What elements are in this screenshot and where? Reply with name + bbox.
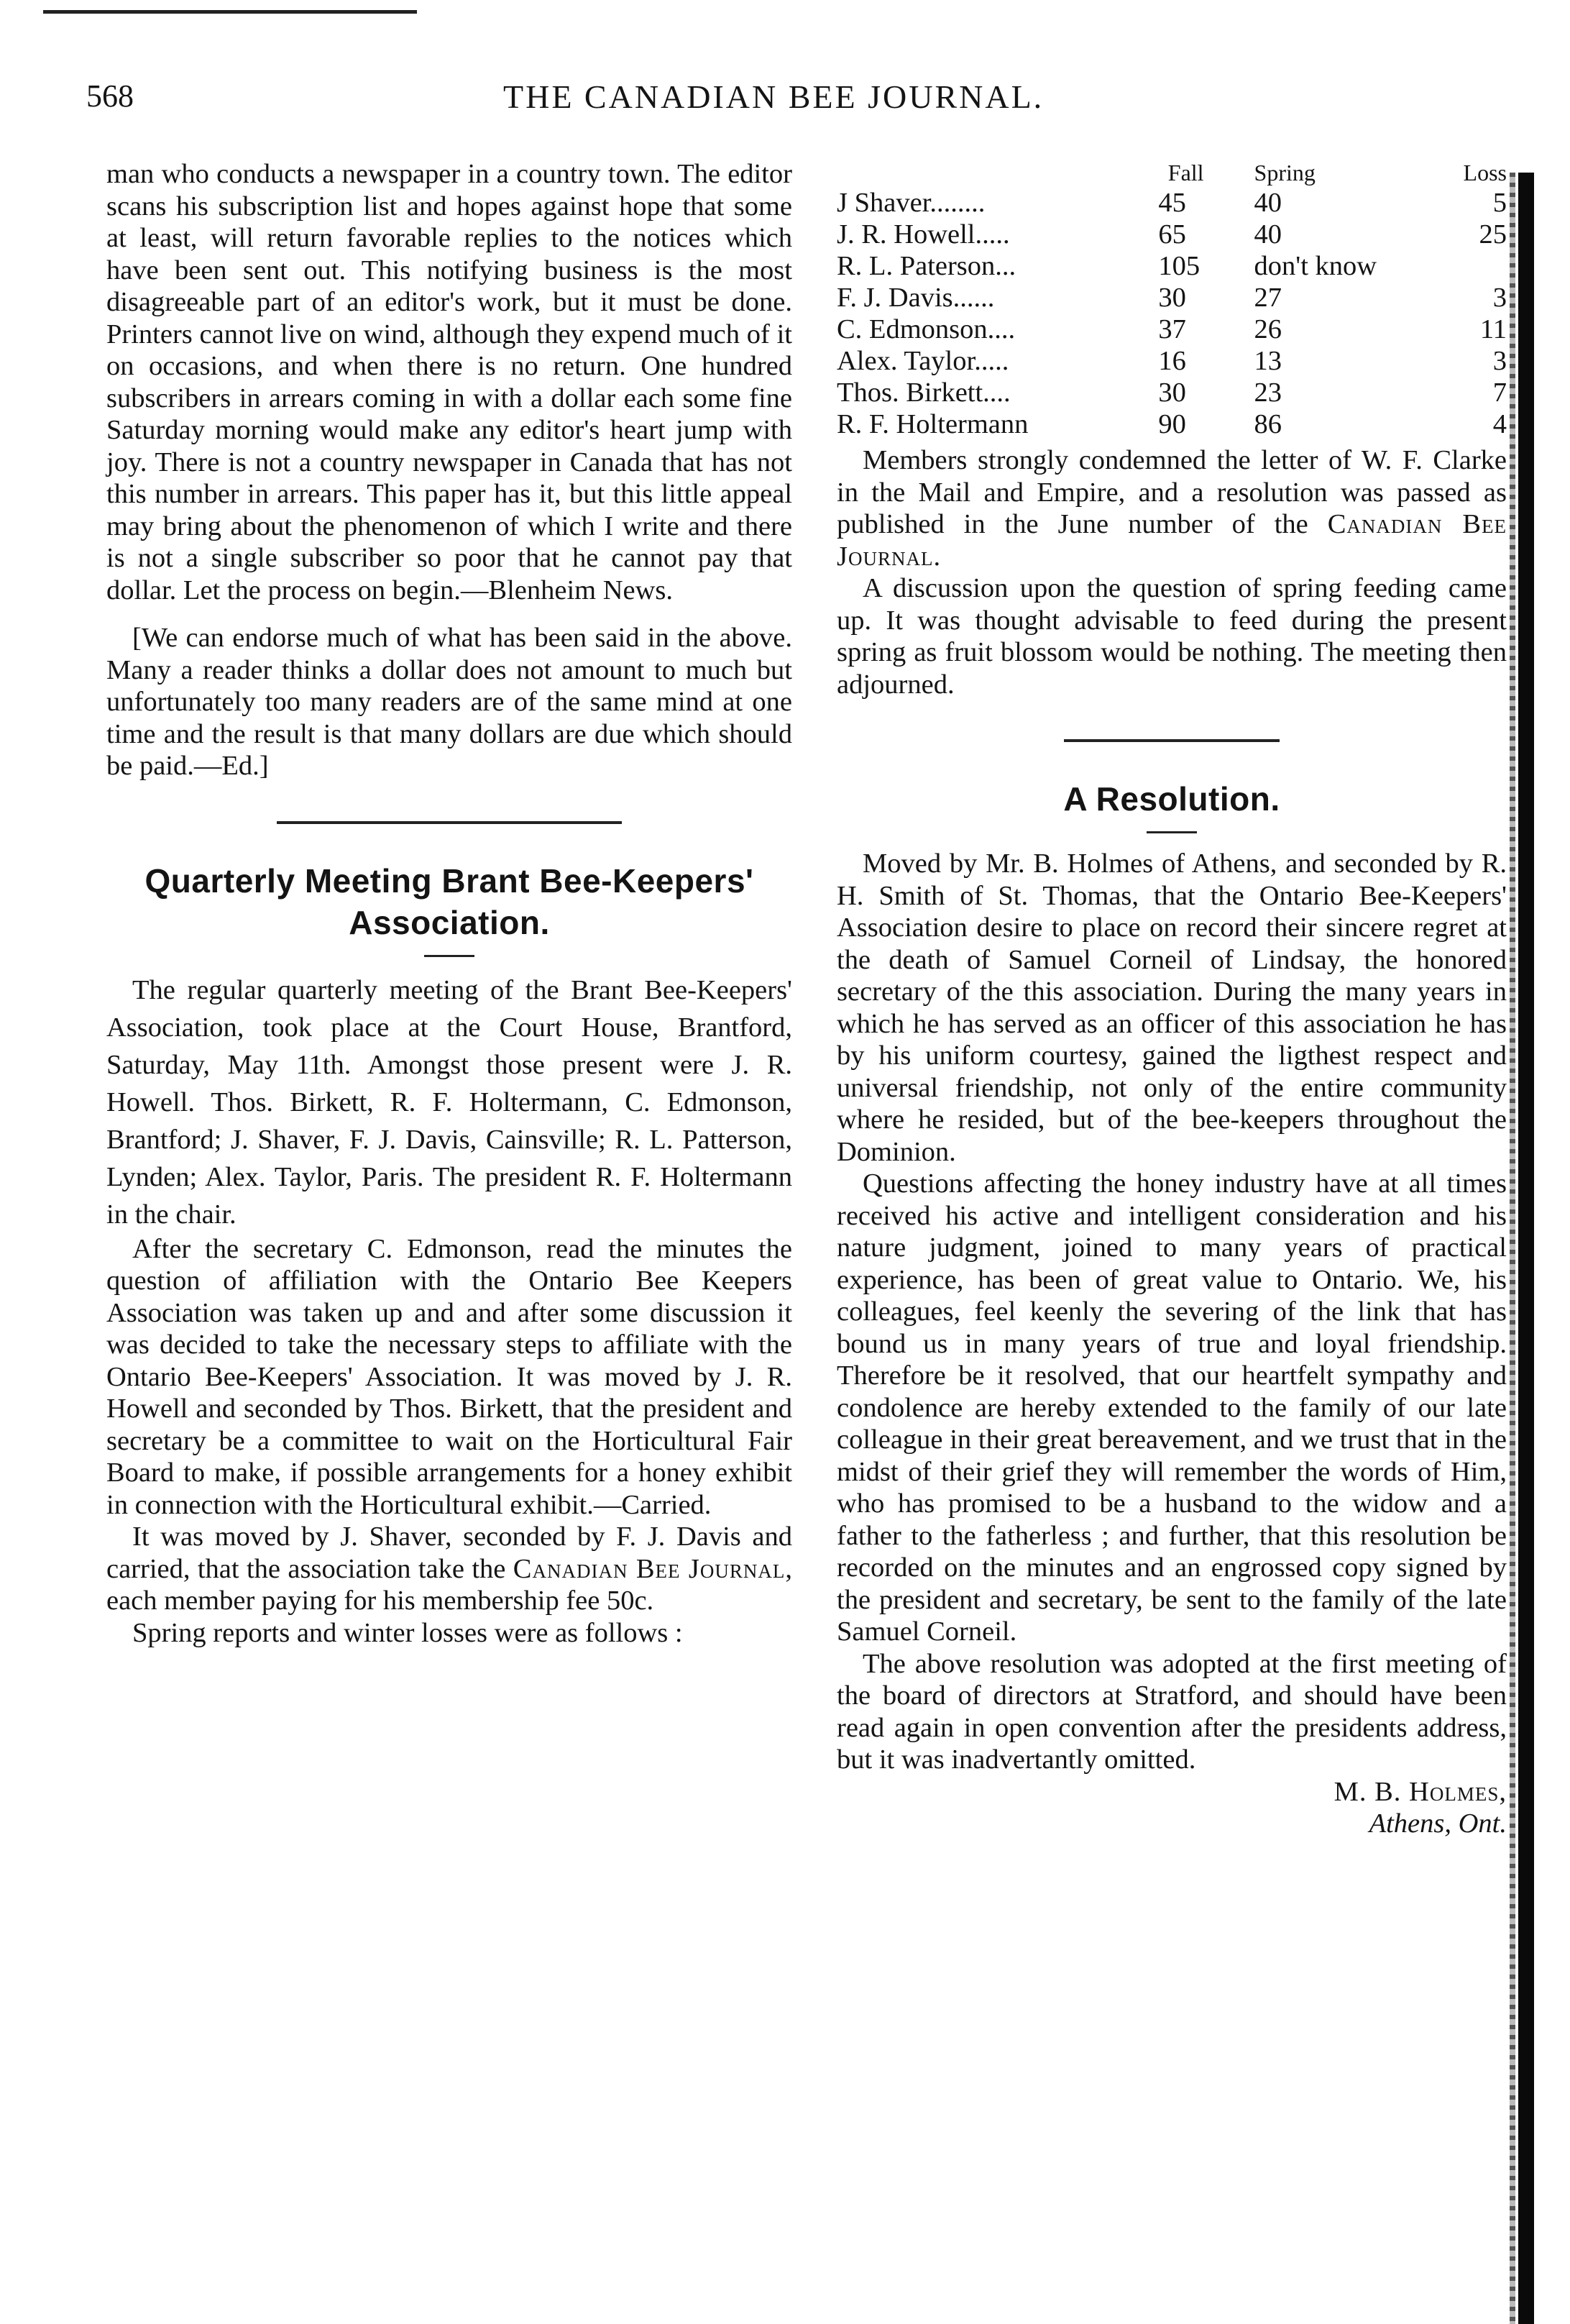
- row-name: Alex. Taylor.....: [837, 346, 1009, 376]
- journal-name: Canadian Bee Journal: [513, 1553, 786, 1584]
- motion-text: It was moved by J. Shaver, seconded by F. J. Davis and carried, that the association take the: [106, 1522, 792, 1584]
- fall-count: 30: [1158, 283, 1186, 313]
- table-body: [837, 187, 1507, 440]
- signature-name: M. B. Holmes,: [1333, 1776, 1507, 1807]
- table-row: [837, 314, 1507, 345]
- loss-count: 11: [1479, 314, 1507, 344]
- section-divider: [277, 821, 622, 824]
- table-row: [837, 282, 1507, 314]
- table-header-row: [837, 158, 1507, 187]
- article-paragraph: The regular quarterly meeting of the Brant Bee-Keepers' Association, took place at the Court House, Brantford, Saturday, May 11th. Amongst those present were J. R. Howell. Thos. Birkett, R. F. Holtermann, C. Edmonson, Brantford; J. Shaver, F. J. Davis, Cainsville; R. L. Patterson, Lynden; Alex. Taylor, Paris. The president R. F. Holtermann in the chair.: [106, 974, 792, 1230]
- article-title: Quarterly Meeting Brant Bee-Keepers' Association.: [144, 861, 754, 941]
- table-row: [837, 187, 1507, 219]
- table-row: [837, 408, 1507, 440]
- losses-table: [837, 158, 1507, 440]
- intro-paragraph: man who conducts a newspaper in a country town. The editor scans his subscription list and hopes against hope that some at least, will return favorable replies to the notices which have been sent out. This notifying business is the most disagreeable part of an editor's work, but it must be done. Printers cannot live on wind, although they expend much of it on occasions, and when there is no return. One hundred subscribers in arrears coming in with a dollar each some fine Saturday morning would make any editor's heart jump with joy. There is not a country newspaper in Canada that has not this number in arrears. This paper has it, but this little appeal may bring about the phenomenon of which I write and there is not a single subscriber so poor that he cannot pay that dollar. Let the process on begin.—Blenheim News.: [106, 159, 792, 605]
- paragraph-text: Members strongly condemned the letter of W. F. Clarke in the Mail and Empire, and a resolution was passed as published in the June number of the: [837, 445, 1507, 539]
- resolution-paragraph: Moved by Mr. B. Holmes of Athens, and seconded by R. H. Smith of St. Thomas, that the Ontario Bee-Keepers' Association desire to place on record their sincere regret at the death of Samuel Corneil of Lindsay, the honored secretary of the this association. During the many years in which he has served as an officer of this association he has by his uniform courtesy, gained the ligthest respect and universal friendship, not only of the entire community where he resided, but of the bee-keepers throughout the Dominion.: [837, 848, 1507, 1167]
- loss-count: 5: [1492, 188, 1507, 218]
- journal-title: THE CANADIAN BEE JOURNAL.: [503, 78, 1045, 115]
- row-name: Thos. Birkett....: [837, 378, 1011, 408]
- table-row: [837, 219, 1507, 250]
- title-rule: [424, 955, 474, 957]
- fall-count: 45: [1158, 188, 1186, 218]
- loss-count: 3: [1492, 283, 1507, 313]
- resolution-paragraph: The above resolution was adopted at the first meeting of the board of directors at Stratford, and should have been read again in open convention after the presidents address, but it was inadvertantly omitted.: [837, 1648, 1507, 1775]
- table-row: [837, 345, 1507, 377]
- motion-paragraph: [106, 1521, 792, 1617]
- loss-count: [1426, 250, 1507, 282]
- row-name: J Shaver........: [837, 188, 986, 218]
- fall-count: 65: [1158, 219, 1186, 250]
- right-column: [837, 158, 1507, 1840]
- spring-count: 40: [1254, 219, 1282, 250]
- fall-count: 105: [1158, 251, 1201, 281]
- top-rule: [43, 10, 417, 14]
- row-name: R. L. Paterson...: [837, 251, 1016, 281]
- page-header: [86, 78, 1150, 121]
- resolution-paragraph: Questions affecting the honey industry have at all times received his active and intelligent consideration and his nature judgment, joined to many years of practical experience, has been of great value to Ontario. We, his colleagues, feel keenly the severing of the link that has bound us in many years of true and loyal friendship. Therefore be it resolved, that our heartfelt sympathy and condolence are hereby extended to the family of our late colleague in their great bereavement, and we trust that in the midst of their grief they will remember the words of Him, who has promised to be a husband to the widow and a father to the fatherless ; and further, that this resolution be recorded on the minutes and an engrossed copy signed by the president and secretary, be sent to the family of the late Samuel Corneil.: [837, 1168, 1507, 1647]
- loss-count: 7: [1492, 378, 1507, 408]
- editor-note: [We can endorse much of what has been said in the above. Many a reader thinks a dollar does not amount to much but unfortunately too many readers are of the same mind at one time and the result is that many dollars are due which should be paid.—Ed.]: [106, 623, 792, 781]
- table-row: [837, 250, 1507, 282]
- page-number: 568: [86, 78, 134, 114]
- journal-name: Canadian Bee Journal.: [837, 509, 1507, 572]
- signature-place: Athens, Ont.: [1369, 1808, 1507, 1839]
- binding-edge: [1518, 173, 1534, 2324]
- fall-count: 16: [1158, 346, 1186, 376]
- fall-count: 37: [1158, 314, 1186, 344]
- spring-count: 40: [1254, 188, 1282, 218]
- row-name: F. J. Davis......: [837, 283, 995, 313]
- fall-count: 30: [1158, 378, 1186, 408]
- discussion-paragraph: A discussion upon the question of spring feeding came up. It was thought advisable to feed during the present spring as fruit blossom would be nothing. The meeting then adjourned.: [837, 573, 1507, 700]
- resolution-intro-paragraph: [837, 444, 1507, 572]
- row-name: C. Edmonson....: [837, 314, 1016, 344]
- spring-count: don't know: [1254, 251, 1377, 281]
- row-name: R. F. Holtermann: [837, 409, 1029, 439]
- spring-count: 23: [1254, 378, 1282, 408]
- spring-count: 86: [1254, 409, 1282, 439]
- page-edge-shadow: [1510, 173, 1515, 2324]
- closing-paragraph: Spring reports and winter losses were as follows :: [132, 1617, 683, 1648]
- column-header: Loss: [1463, 160, 1507, 186]
- spring-count: 13: [1254, 346, 1282, 376]
- spring-count: 27: [1254, 283, 1282, 313]
- column-header: Fall: [1167, 160, 1204, 186]
- resolution-title: A Resolution.: [1063, 780, 1280, 818]
- left-column: [106, 158, 792, 1649]
- row-name: J. R. Howell.....: [837, 219, 1010, 250]
- column-header: Spring: [1254, 160, 1316, 186]
- loss-count: 25: [1479, 219, 1507, 250]
- fall-count: 90: [1158, 409, 1186, 439]
- loss-count: 4: [1492, 409, 1507, 439]
- spring-count: 26: [1254, 314, 1282, 344]
- title-rule: [1147, 831, 1197, 833]
- table-row: [837, 377, 1507, 408]
- section-divider: [1064, 739, 1280, 742]
- loss-count: 3: [1492, 346, 1507, 376]
- motion-text-end: , each member paying for his membership fee 50c.: [106, 1553, 792, 1616]
- article-paragraph: After the secretary C. Edmonson, read the minutes the question of affiliation with the Ontario Bee Keepers Association was taken up and and after some discussion it was decided to take the necessary steps to affiliate with the Ontario Bee-Keepers' Association. It was moved by J. R. Howell and seconded by Thos. Birkett, that the president and secretary be a committee to wait on the Horticultural Fair Board to make, if possible arrangements for a honey exhibit in connection with the Horticultural exhibit.—Carried.: [106, 1233, 792, 1520]
